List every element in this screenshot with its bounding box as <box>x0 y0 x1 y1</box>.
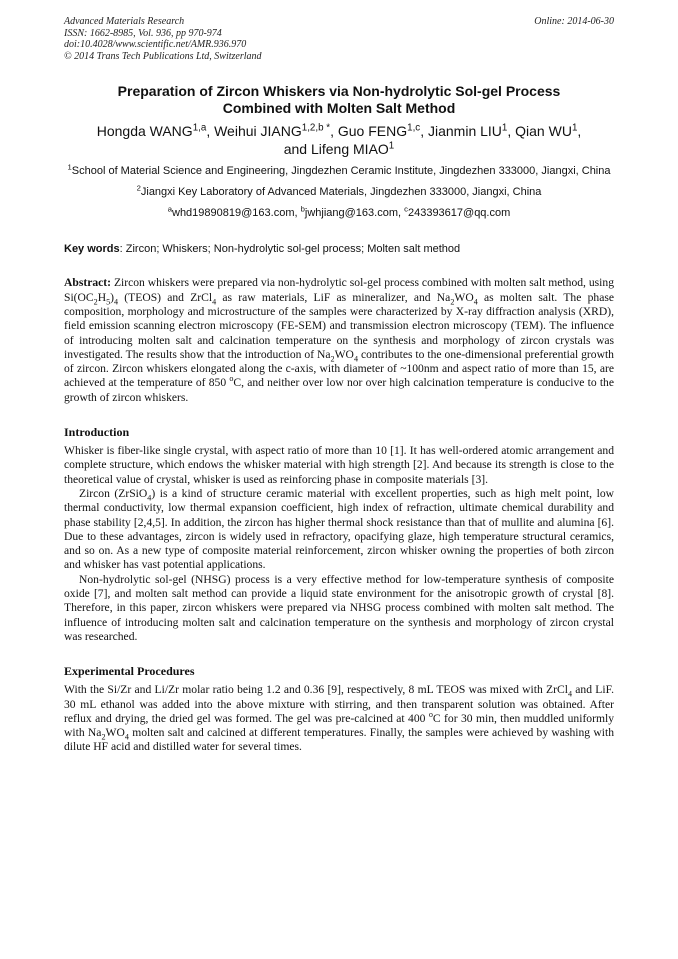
copyright-line: © 2014 Trans Tech Publications Ltd, Switzerland <box>64 50 262 62</box>
author-name: Hongda WANG <box>96 123 193 140</box>
issn-line: ISSN: 1662-8985, Vol. 936, pp 970-974 <box>64 27 222 39</box>
subscript: 4 <box>473 296 478 306</box>
abstract <box>64 276 614 405</box>
abstract-label: Abstract: <box>64 276 112 290</box>
keywords-label: Key words <box>64 243 120 256</box>
affiliation: $^2$Jiangxi Key Laboratory of Advanced Materials, Jingdezhen 333000, Jiangxi, China <box>136 183 542 199</box>
affiliation-number: 2 <box>136 183 141 193</box>
superscript: o <box>229 374 234 384</box>
subscript: 4 <box>114 296 119 306</box>
author-name: Jianmin LIU <box>427 123 502 140</box>
paragraph: Whisker is fiber-like single crystal, with aspect ratio of more than 10 [1]. It has well-ordered atomic arrangement and complete structure, which endows the whisker material with high strength [2]. And because its strength is close to the theoretical value of crystal, whisker is used as reinforcing phase in composite materials [3]. <box>64 444 614 486</box>
author-affiliation-mark: 1,c <box>407 122 421 134</box>
author-list: Hongda WANG$^{1,a}$, Weihui $JIANG^{1,2,b *}$, Guo FENG$^{1,c}$, Jianmin LIU$^1$, Qian $WU^1$, and Lifeng MIAO$^1$ <box>96 122 582 157</box>
subscript: 4 <box>212 296 217 306</box>
subscript: 2 <box>101 732 106 742</box>
journal-header <box>64 16 614 62</box>
author-affiliation-mark: 1 <box>388 140 395 152</box>
subscript: 4 <box>567 689 572 699</box>
subscript: 4 <box>147 493 152 503</box>
subscript: 2 <box>93 296 98 306</box>
online-date: Online: 2014-06-30 <box>534 16 614 27</box>
superscript: o <box>428 709 433 719</box>
email-address[interactable]: jwhjiang@163.com <box>304 207 398 220</box>
email-list: $^a$whd19890819@163.com, $^b$jwhjiang@163.com, $^c$243393617@qq.com <box>167 204 511 220</box>
title-line-1: Preparation of Zircon Whiskers via Non-hydrolytic Sol-gel Process <box>117 83 561 100</box>
author-name: Guo FENG <box>337 123 408 140</box>
title-line-2: Combined with Molten Salt Method <box>222 100 456 117</box>
section-heading: Experimental Procedures <box>64 664 195 679</box>
email-address[interactable]: whd19890819@163.com <box>172 207 295 220</box>
author-affiliation-mark: 1 <box>501 122 508 134</box>
affiliation: $^1$School of Material Science and Engineering, Jingdezhen Ceramic Institute, Jingdezhen 333000, Jiangxi, China <box>67 162 611 178</box>
author-name: Weihui JIANG <box>214 123 302 140</box>
author-affiliation-mark: 1,2,b * <box>301 122 331 134</box>
keywords-text: : Zircon; Whiskers; Non-hydrolytic sol-gel process; Molten salt method <box>119 243 461 256</box>
subscript: 2 <box>330 354 335 364</box>
paragraph: Zircon (ZrSiO$_4$) is a kind of structure ceramic material with excellent properties, such as high melt point, low thermal conductivity, low thermal expansion coefficient, high index of refraction, ultimate chemical durability and phase stability [2,4,5]. In addition, the zircon has higher thermal shock resistance than that of mullite and alumina [6]. Due to these advantages, zircon is widely used in refractory, opacifying glaze, high temperature structural ceramics, and so on. As a new type of composite material reinforcement, zircon whisker owning the properties of both zircon and whisker has vast potential applications. <box>64 486 614 572</box>
author-affiliation-mark: 1,a <box>192 122 207 134</box>
email-address[interactable]: 243393617@qq.com <box>407 207 511 220</box>
affiliation-number: 1 <box>67 162 72 172</box>
author-affiliation-mark: 1 <box>571 122 578 134</box>
paper-title <box>64 83 614 117</box>
keywords <box>64 242 614 256</box>
subscript: 4 <box>124 732 129 742</box>
paragraph: Non-hydrolytic sol-gel (NHSG) process is a very effective method for low-temperature synthesis of composite oxide [7], and molten salt method can provide a liquid state environment for the anisotropic growth of crystal [8]. Therefore, in this paper, zircon whiskers were prepared via NHSG process combined with molten salt method. The influence of introducing molten salt and calcination temperature on the synthesis and morphology of zircon crystal was researched. <box>64 572 614 643</box>
abstract-text: Zircon whiskers were prepared via non-hydrolytic sol-gel process combined with molten salt method, using $Si(OC_2H_5)_4$ (TEOS) and ZrCl$_4$ as raw materials, LiF as mineralizer, and $Na_2WO_4$ as molten salt. The phase composition, morphology and microstructure of the samples were characterized by X-ray diffraction analysis (XRD), field emission scanning electron microscopy (FE-SEM) and transmission electron microscopy (TEM). The influence of introducing molten salt and calcination temperature on the synthesis and morphology of zircon crystals was investigated. The results show that the introduction of $Na_2WO_4$ contributes to the one-dimensional preferential growth of zircon. Zircon whiskers elongated along the c-axis, with diameter of ~100nm and aspect ratio of more than 15, are achieved at the temperature of 850 $^o$C, and neither over low nor over high calcination temperature is conducive to the growth of zircon whiskers. <box>64 276 614 404</box>
subscript: 5 <box>106 296 111 306</box>
email-mark: b <box>300 204 305 214</box>
author-name: Qian WU <box>515 123 572 140</box>
email-mark: c <box>404 204 408 214</box>
author-name: and Lifeng MIAO <box>283 140 389 157</box>
section-heading: Introduction <box>64 425 130 440</box>
body-sections <box>64 425 614 755</box>
email-mark: a <box>167 204 172 214</box>
doi-line[interactable]: doi:10.4028/www.scientific.net/AMR.936.970 <box>64 39 247 51</box>
paragraph: With the Si/Zr and Li/Zr molar ratio being 1.2 and 0.36 [9], respectively, 8 mL TEOS was mixed with ZrCl$_4$ and LiF. 30 mL ethanol was added into the above mixture with stirring, and then transparent solution was obtained. After reflux and drying, the dried gel was formed. The gel was pre-calcined at 400 $^o$C for 30 min, then muddled uniformly with $Na_2WO_4$ molten salt and calcined at different temperatures. Finally, the samples were achieved by washing with dilute HF acid and distilled water for several times. <box>64 683 615 754</box>
affiliation-list <box>64 164 614 200</box>
subscript: 4 <box>353 354 358 364</box>
subscript: 2 <box>450 296 455 306</box>
journal-name: Advanced Materials Research <box>64 16 185 27</box>
